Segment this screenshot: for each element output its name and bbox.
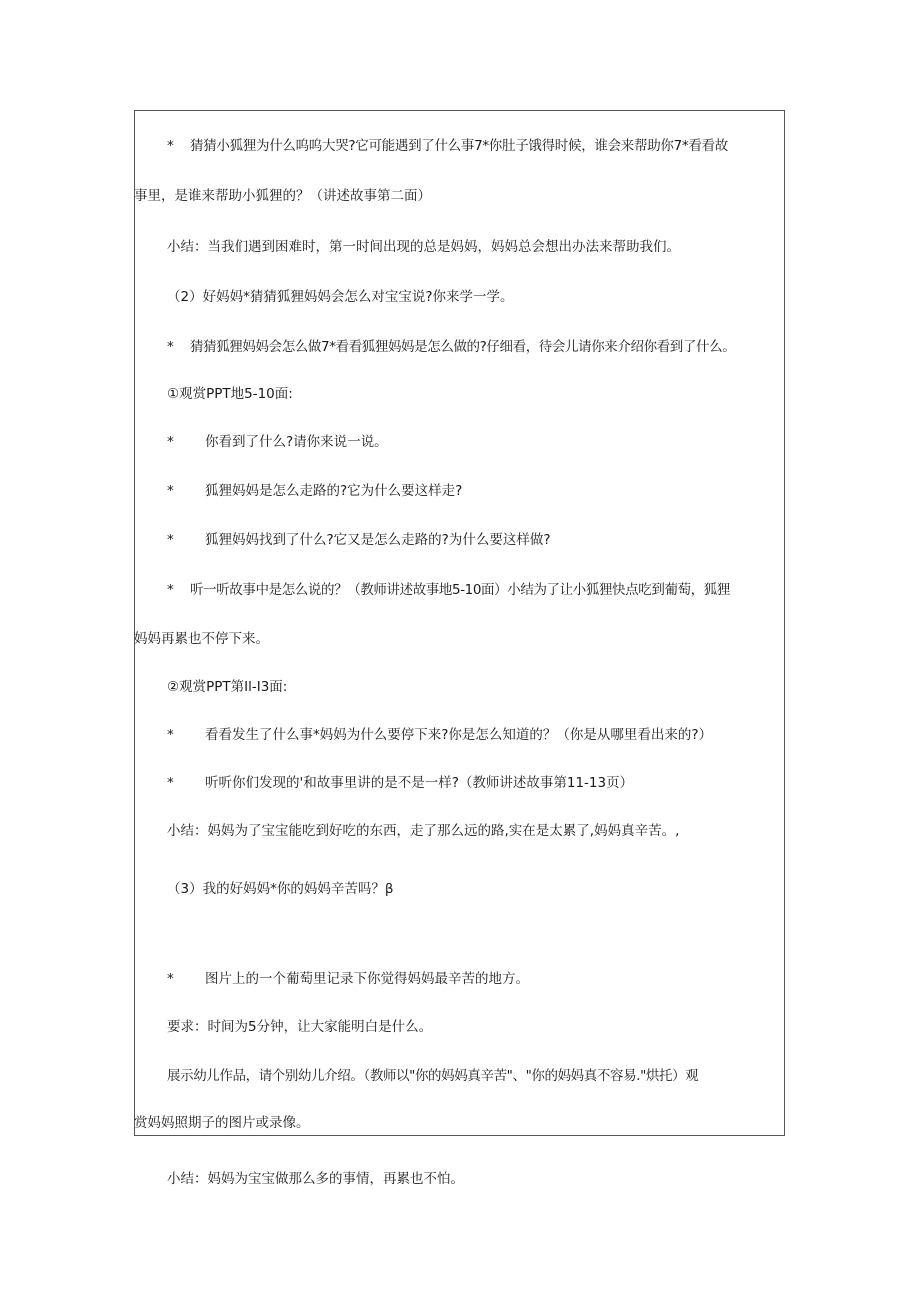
bullet-star: * — [167, 775, 174, 791]
bullet-star: * — [167, 339, 174, 355]
text-line-2: 事里，是谁来帮助小狐狸的？（讲述故事第二面） — [134, 188, 431, 204]
bullet-star: * — [167, 434, 174, 450]
text-line-14: 听听你们发现的'和故事里讲的是不是一样?（教师讲述故事第11-13页） — [205, 775, 634, 791]
text-line-13: 看看发生了什么事*妈妈为什么要停下来?你是怎么知道的？（你是从哪里看出来的?） — [205, 727, 713, 743]
text-line-20: 赏妈妈照期子的图片或录像。 — [134, 1115, 310, 1131]
text-line-12: ②观赏PPT第Il-I3面: — [167, 679, 288, 695]
text-line-18: 要求：时间为5分钟，让大家能明白是什么。 — [167, 1019, 433, 1035]
text-line-6: ①观赏PPT地5-10面: — [167, 386, 293, 402]
bullet-star: * — [167, 971, 174, 987]
text-line-9: 狐狸妈妈找到了什么?它又是怎么走路的?为什么要这样做? — [205, 532, 551, 548]
text-line-21: 小结：妈妈为宝宝做那么多的事情，再累也不怕。 — [167, 1171, 464, 1187]
bullet-star: * — [167, 138, 174, 154]
bullet-star: * — [167, 532, 174, 548]
text-line-8: 狐狸妈妈是怎么走路的?它为什么要这样走? — [205, 483, 463, 499]
text-line-5: 猜猜狐狸妈妈会怎么做7*看看狐狸妈妈是怎么做的?仔细看，待会儿请你来介绍你看到了什么。 — [190, 339, 736, 355]
bullet-star: * — [167, 483, 174, 499]
text-line-17: 图片上的一个葡萄里记录下你觉得妈妈最辛苦的地方。 — [205, 971, 529, 987]
bullet-star: * — [167, 582, 174, 598]
text-line-4: （2）好妈妈*猜猜狐狸妈妈会怎么对宝宝说?你来学一学。 — [167, 289, 514, 305]
text-line-3: 小结：当我们遇到困难时，第一时间出现的总是妈妈，妈妈总会想出办法来帮助我们。 — [167, 239, 680, 255]
text-line-19: 展示幼儿作品，请个别幼儿介绍。（教师以"你的妈妈真辛苦"、"你的妈妈真不容易."烘托）观 — [167, 1068, 699, 1084]
bullet-star: * — [167, 727, 174, 743]
text-line-10: 听一听故事中是怎么说的？（教师讲述故事地5-10面）小结为了让小狐狸快点吃到葡萄，狐狸 — [190, 582, 730, 598]
text-line-11: 妈妈再累也不停下来。 — [134, 631, 269, 647]
text-line-16: （3）我的好妈妈*你的妈妈辛苦吗？β — [167, 881, 394, 897]
text-line-7: 你看到了什么?请你来说一说。 — [205, 434, 388, 450]
text-line-1: 猜猜小狐狸为什么呜呜大哭?它可能遇到了什么事7*你肚子饿得时候，谁会来帮助你7*看看故 — [190, 138, 728, 154]
text-line-15: 小结：妈妈为了宝宝能吃到好吃的东西，走了那么远的路,实在是太累了,妈妈真辛苦。, — [167, 823, 680, 839]
